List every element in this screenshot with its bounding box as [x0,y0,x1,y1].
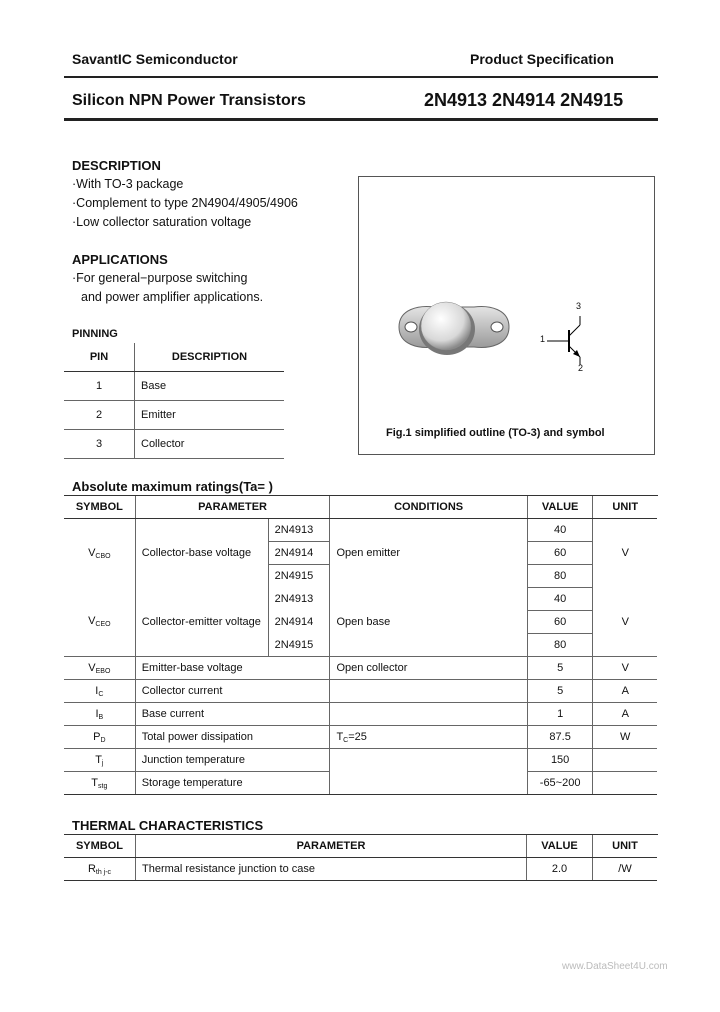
thermal-table [64,835,657,881]
value-cell: 80 [527,565,593,588]
value-cell: 80 [527,634,593,657]
parameter-column-header: PARAMETER [135,496,330,519]
unit-cell: A [593,703,657,726]
unit-cell: W [593,726,657,749]
unit-cell: A [593,680,657,703]
description-heading: DESCRIPTION [72,158,161,173]
pinning-table [64,343,284,459]
unit-cell: V [593,519,657,588]
ratings-heading: Absolute maximum ratings(Ta= ) [72,479,273,494]
unit-cell: V [593,657,657,680]
title-rule [64,118,658,121]
part-cell: 2N4913 [268,588,330,611]
value-cell: 40 [527,588,593,611]
value-cell: 1 [527,703,593,726]
symbol-column-header: SYMBOL [64,835,136,858]
ratings-table [64,496,657,795]
value-cell: -65~200 [527,772,593,795]
pin1-label: 1 [540,334,546,344]
description-item: ·With TO-3 package [72,177,184,191]
description-item: ·Low collector saturation voltage [72,215,252,229]
symbol-cell: $V_{CBO}$ [88,546,111,560]
part-cell: 2N4913 [268,519,330,542]
parameter-cell: Total power dissipation [135,726,330,749]
symbol-cell: $I_C$ [64,680,135,703]
value-cell: 40 [527,519,593,542]
value-column-header: VALUE [527,496,593,519]
table-row [64,372,284,401]
part-cell: 2N4914 [268,542,330,565]
header-rule [64,76,658,78]
parameter-cell: Base current [135,703,330,726]
parameter-cell: Emitter-base voltage [135,657,330,680]
condition-cell: Open base [330,588,527,657]
part-cell: 2N4914 [268,611,330,634]
parameter-cell: Thermal resistance junction to case [136,858,527,881]
page-title: Silicon NPN Power Transistors [72,92,306,109]
value-cell: 5 [527,680,593,703]
applications-heading: APPLICATIONS [72,252,168,267]
pin-column-header: PIN [64,343,135,372]
figure-box [358,176,655,455]
part-cell: 2N4915 [268,634,330,657]
condition-cell: Open emitter [330,519,527,588]
parameter-column-header: PARAMETER [136,835,527,858]
symbol-cell: $P_D$ [64,726,135,749]
symbol-column-header: SYMBOL [64,496,135,519]
table-row [64,657,657,680]
value-cell: 60 [527,611,593,634]
parameter-cell: Collector-base voltage [135,519,268,588]
part-cell: 2N4915 [268,565,330,588]
watermark: www.DataSheet4U.com [562,961,668,972]
spec-label: Product Specification [470,51,614,67]
value-column-header: VALUE [527,835,593,858]
part-numbers: 2N4913 2N4914 2N4915 [424,90,624,110]
condition-cell: $T_C=25$ [330,726,527,749]
value-cell: 87.5 [527,726,593,749]
applications-text [72,269,263,307]
table-row [64,588,657,611]
pin-number: 3 [64,430,135,459]
pin-desc-column-header: DESCRIPTION [135,343,285,372]
condition-cell [330,749,527,795]
pin-description: Collector [135,430,285,459]
table-row [64,430,284,459]
unit-cell [593,772,657,795]
pin-number: 1 [64,372,135,401]
company-name: SavantIC Semiconductor [72,51,238,67]
applications-line: ·For general−purpose switching [72,271,248,285]
unit-cell: /W [593,858,658,881]
figure-caption: Fig.1 simplified outline (TO-3) and symbol [386,427,605,439]
pinning-heading: PINNING [72,328,118,340]
value-cell: 150 [527,749,593,772]
symbol-cell: $R_{th j-c}$ [64,858,136,881]
table-row [64,519,657,542]
value-cell: 2.0 [527,858,593,881]
parameter-cell: Storage temperature [135,772,330,795]
table-row [64,703,657,726]
unit-cell [593,749,657,772]
applications-line: and power amplifier applications. [81,290,264,304]
value-cell: 60 [527,542,593,565]
table-row [64,858,657,881]
symbol-cell: $V_{EBO}$ [64,657,135,680]
symbol-cell: $T_j$ [64,749,135,772]
pin-number: 2 [64,401,135,430]
parameter-cell: Collector-emitter voltage [135,588,268,657]
description-list [72,175,298,232]
unit-cell: V [593,588,657,657]
table-row [64,726,657,749]
table-row [64,749,657,772]
conditions-column-header: CONDITIONS [330,496,527,519]
thermal-heading: THERMAL CHARACTERISTICS [72,818,264,833]
description-item: ·Complement to type 2N4904/4905/4906 [72,196,298,210]
to3-package-icon [359,177,656,456]
symbol-cell: $V_{CEO}$ [64,588,135,657]
pin-description: Base [135,372,285,401]
unit-column-header: UNIT [593,496,657,519]
value-cell: 5 [527,657,593,680]
symbol-cell: $I_B$ [64,703,135,726]
table-row [64,401,284,430]
condition-cell [330,680,527,703]
parameter-cell: Collector current [135,680,330,703]
pin2-label: 2 [578,363,584,373]
pin3-label: 3 [576,301,582,311]
unit-column-header: UNIT [593,835,658,858]
condition-cell [330,703,527,726]
condition-cell: Open collector [330,657,527,680]
symbol-cell: $T_{stg}$ [64,772,135,795]
parameter-cell: Junction temperature [135,749,330,772]
pin-description: Emitter [135,401,285,430]
table-row [64,680,657,703]
